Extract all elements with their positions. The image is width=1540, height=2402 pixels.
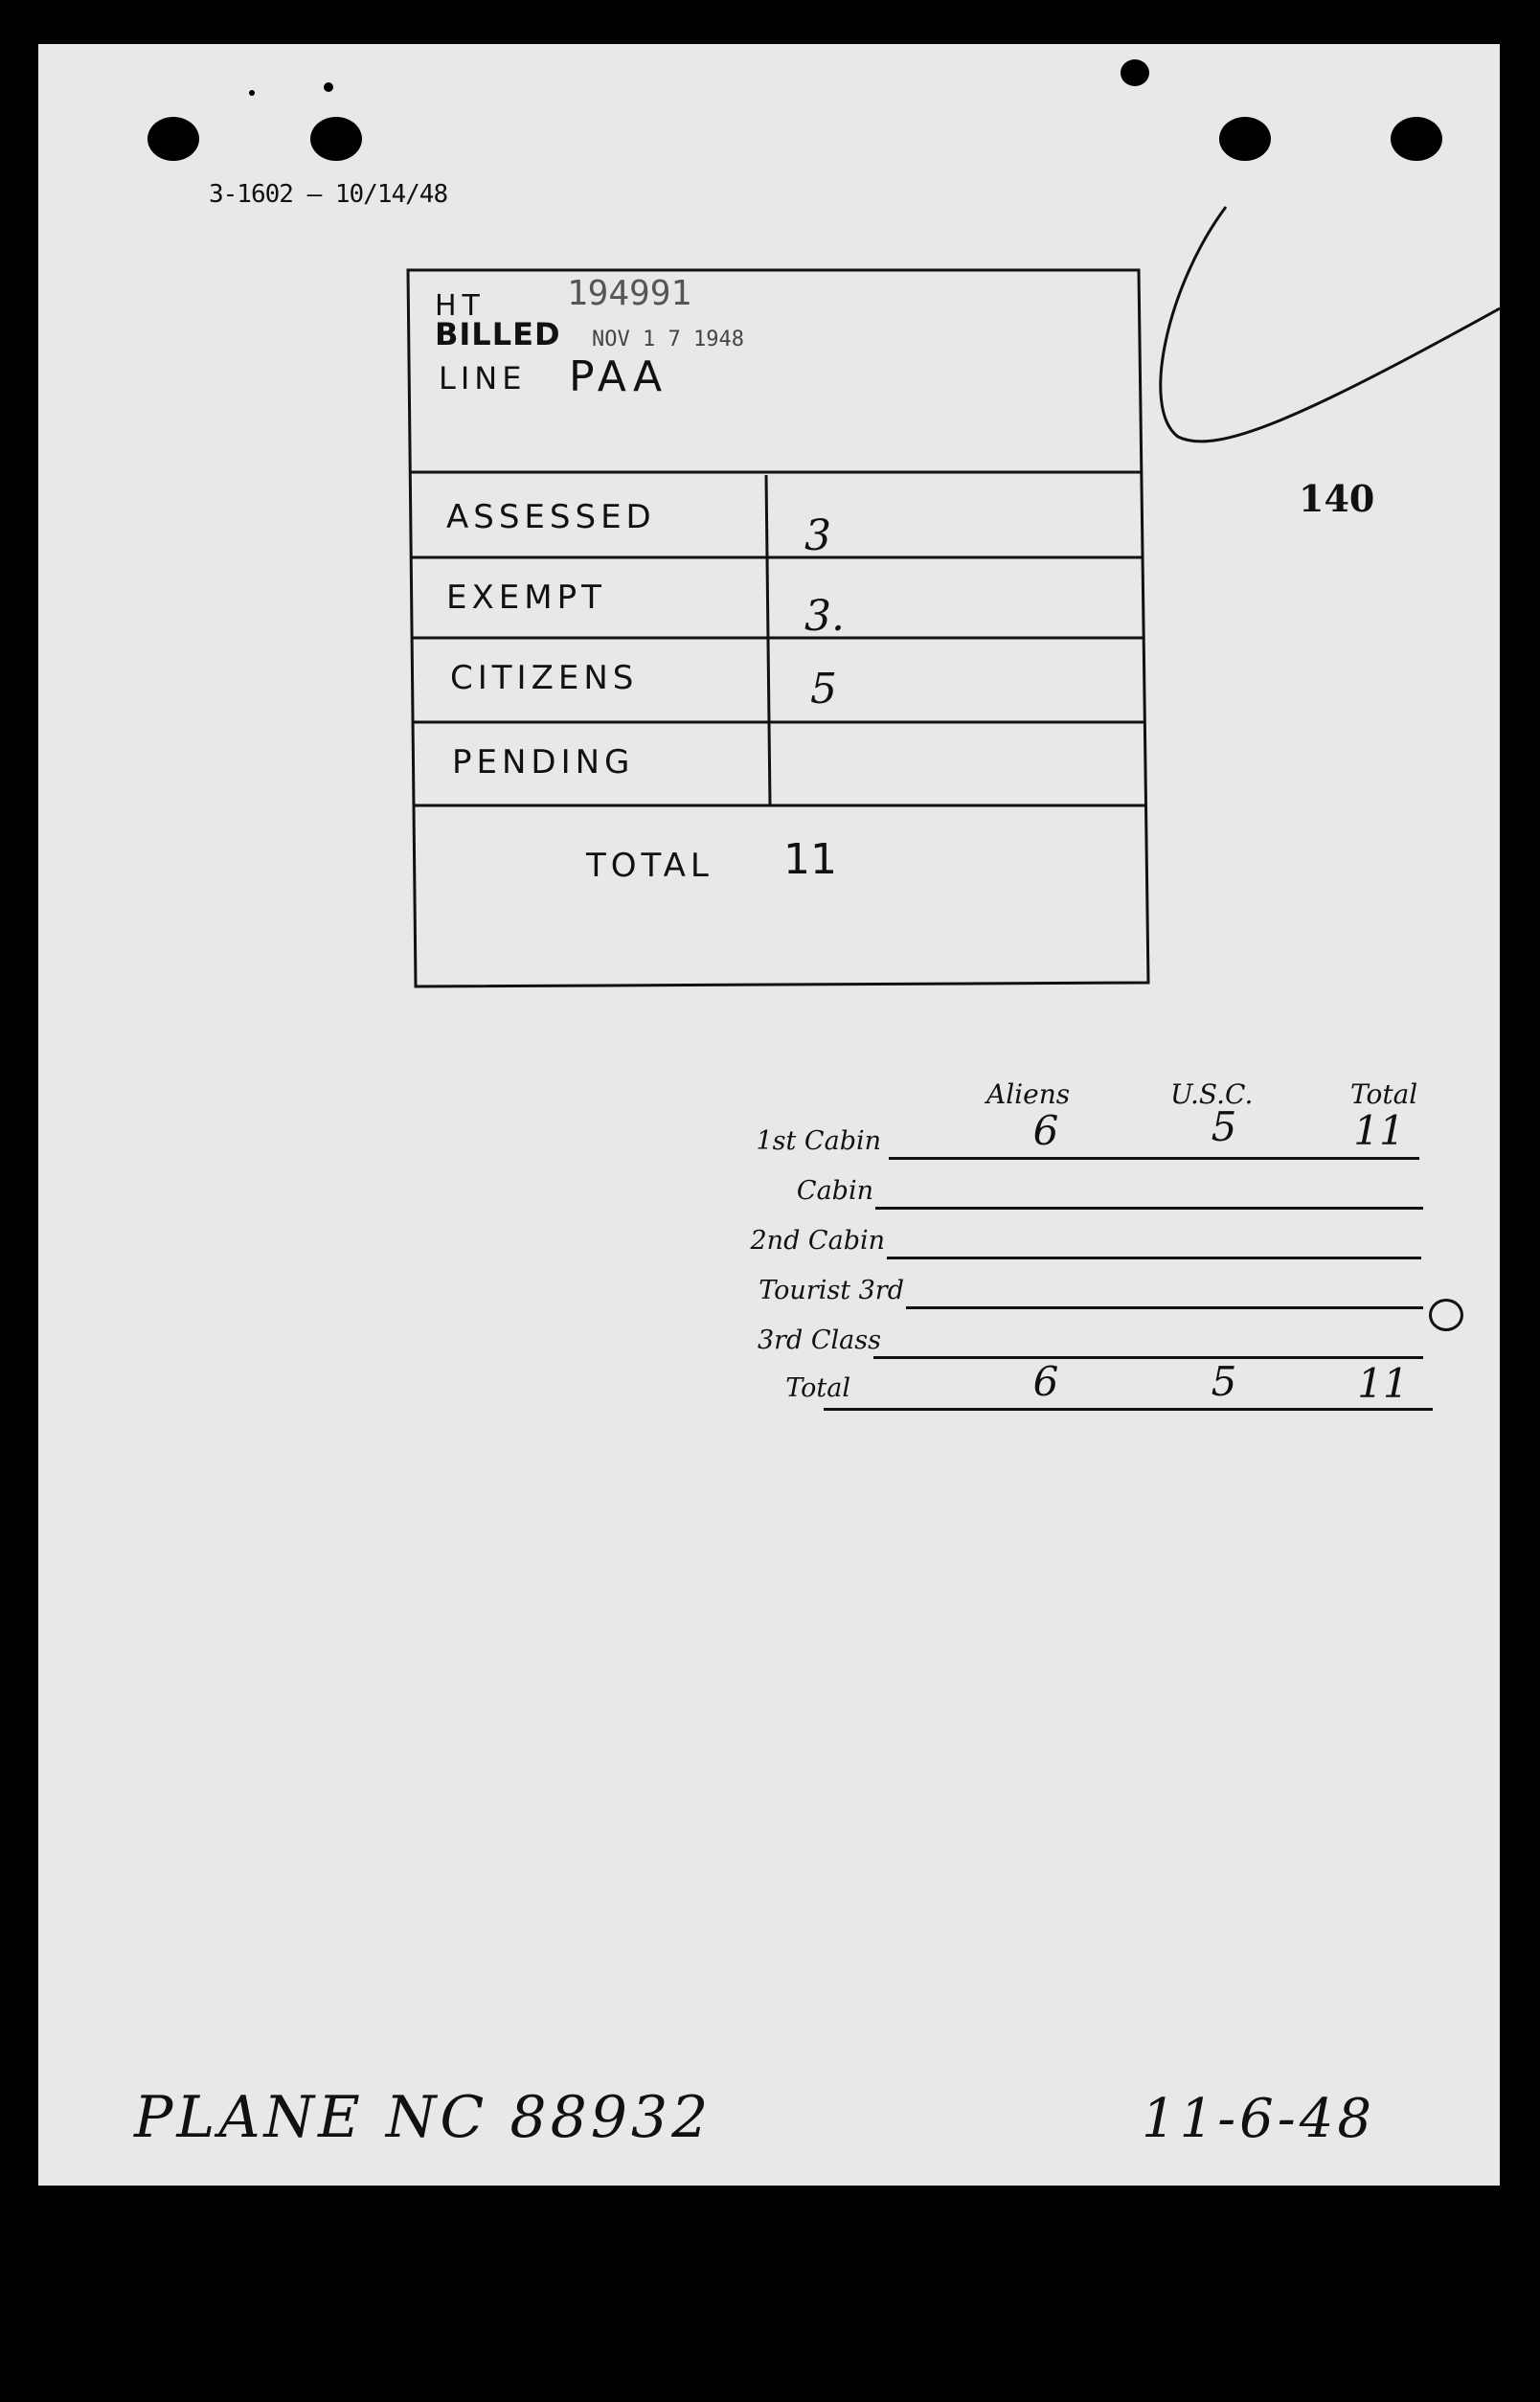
exempt-label: EXEMPT <box>446 578 606 617</box>
ht-number: 194991 <box>567 274 692 313</box>
usc-header: U.S.C. <box>1170 1078 1254 1110</box>
form-reference: 3-1602 — 10/14/48 <box>209 180 448 209</box>
aliens-header: Aliens <box>986 1078 1071 1110</box>
page-number: 140 <box>1299 477 1375 520</box>
pending-label: PENDING <box>452 743 635 782</box>
total-header: Total <box>1350 1078 1418 1110</box>
cabin-usc-value: 5 <box>1211 1358 1237 1405</box>
cabin-row-line <box>873 1356 1423 1359</box>
assessed-value: 3 <box>804 511 831 560</box>
billed-label: BILLED <box>435 316 561 352</box>
cabin-row-label: Cabin <box>796 1176 873 1206</box>
cabin-usc-value: 5 <box>1211 1103 1237 1150</box>
cabin-aliens-value: 6 <box>1032 1107 1059 1154</box>
cabin-row-label: Total <box>785 1373 850 1403</box>
exempt-value: 3. <box>804 592 845 641</box>
assessed-label: ASSESSED <box>446 498 656 536</box>
cabin-aliens-value: 6 <box>1032 1358 1059 1405</box>
citizens-label: CITIZENS <box>450 659 639 697</box>
cabin-row-label: 1st Cabin <box>756 1126 881 1156</box>
cabin-row-line <box>824 1408 1433 1411</box>
total-value: 11 <box>783 835 837 884</box>
cabin-total-value: 11 <box>1353 1107 1405 1154</box>
cabin-total-value: 11 <box>1357 1360 1409 1407</box>
cabin-row-line <box>889 1157 1419 1160</box>
cabin-row-label: 3rd Class <box>757 1326 881 1355</box>
ht-label: HT <box>435 289 486 323</box>
tally-box-lines <box>38 44 1500 1098</box>
circle-mark <box>1429 1299 1463 1331</box>
line-label: LINE <box>439 360 527 397</box>
cabin-row-label: 2nd Cabin <box>750 1226 885 1256</box>
billed-date: NOV 1 7 1948 <box>592 328 744 351</box>
cabin-row-line <box>887 1257 1421 1259</box>
cabin-row-line <box>906 1306 1423 1309</box>
line-value: PAA <box>569 352 668 401</box>
total-label: TOTAL <box>586 847 713 885</box>
handwritten-date: 11-6-48 <box>1142 2088 1375 2150</box>
citizens-value: 5 <box>810 665 837 714</box>
cabin-row-line <box>875 1207 1423 1210</box>
cabin-row-label: Tourist 3rd <box>759 1276 904 1305</box>
plane-number: PLANE NC 88932 <box>134 2084 713 2151</box>
ink-speck <box>245 2356 251 2362</box>
document-page <box>38 44 1500 2186</box>
